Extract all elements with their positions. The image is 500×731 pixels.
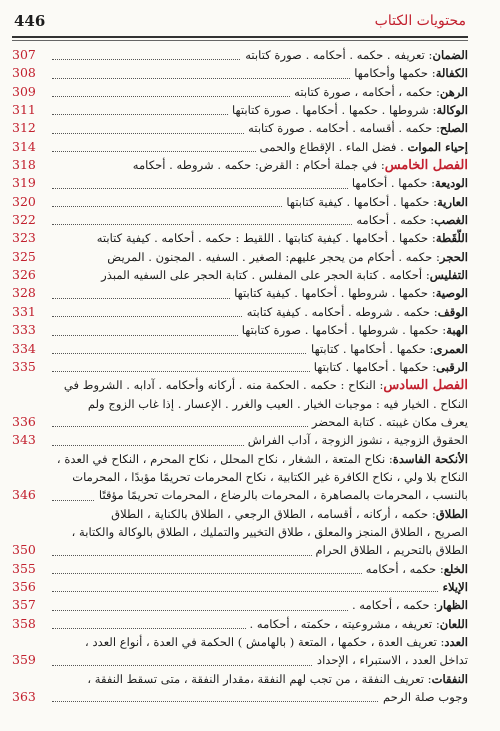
toc-entry-text: [52, 431, 468, 449]
section-description: : تعريفه ، مشروعيته ، حكمته ، أحكامه .: [249, 616, 440, 631]
toc-entry[interactable]: [12, 450, 468, 468]
toc-entry-line: [244, 121, 468, 135]
toc-entry-line: [53, 452, 468, 466]
toc-entry-text: [52, 138, 468, 156]
section-description: : حكمه ، أركانه ، أقسامه ، الطلاق الرجعي ، الطلاق بالكناية ، الطلاق: [111, 506, 436, 521]
section-description: : تعريف العدة ، حكمها ، المتعة ( بالهامش ) الحكمة في العدة ، أنواع العدد ،: [85, 635, 445, 649]
toc-entry-line: [230, 286, 468, 300]
toc-entry[interactable]: [12, 193, 468, 211]
toc-entry[interactable]: [12, 83, 468, 101]
toc-entry-line: [84, 397, 468, 411]
section-heading: الرهن: [439, 84, 468, 99]
toc-entry-line: [348, 598, 468, 612]
toc-entry[interactable]: [12, 229, 468, 247]
toc-entry-text: [52, 46, 468, 64]
toc-entry-line: [312, 543, 469, 557]
toc-entry[interactable]: [12, 321, 468, 339]
toc-entry-text: [52, 358, 468, 376]
section-description: يعرف مكان غيبته . كتابة المحضر: [311, 414, 468, 429]
section-description: : تعريفه . حكمه . أحكامه . صورة كتابته: [245, 48, 433, 62]
toc-entry-line: [350, 66, 468, 80]
section-heading: الهبة: [446, 323, 468, 338]
toc-page-number: 350: [12, 542, 36, 558]
toc-entry-line: [256, 140, 468, 154]
toc-entry-text: [52, 83, 468, 101]
toc-entry-text: [52, 486, 468, 504]
toc-entry[interactable]: [12, 340, 468, 358]
toc-entry-text: [52, 303, 468, 321]
toc-page-number: 335: [12, 358, 36, 374]
section-description: : حكمه . شروطه . أحكامه . كيفية كتابته: [246, 304, 438, 319]
toc-entry[interactable]: [12, 560, 468, 578]
section-description: : في جملة أحكام : القرض: حكمه . شروطه . أحكامه: [132, 158, 385, 173]
section-description: الطلاق بالتحريم ، الطلاق الحرام: [315, 543, 468, 558]
toc-page-number: 343: [12, 432, 36, 448]
toc-page-number: 356: [12, 578, 36, 594]
section-description: الصريح ، الطلاق المنجز والمعلق ، طلاق التخيير والتمليك ، الطلاق بالوكالة والكتابة ،: [71, 524, 468, 539]
toc-entry[interactable]: [12, 211, 468, 229]
toc-entry-text: [52, 119, 468, 137]
toc-entry-text: [52, 174, 468, 192]
section-description: : نكاح المتعة ، الشغار ، نكاح المحلل ، نكاح المحرم ، النكاح في العدة ،: [56, 451, 393, 466]
table-of-contents: [12, 46, 468, 706]
toc-entry[interactable]: [12, 266, 468, 284]
toc-entry[interactable]: [12, 303, 468, 321]
section-description: : حكمه ، أحكامه .: [351, 598, 438, 613]
toc-entry-line: [81, 635, 468, 649]
toc-page-number: 358: [12, 615, 36, 631]
toc-page-number: 309: [12, 83, 36, 99]
toc-entry-text: [52, 505, 468, 523]
toc-entry-line: [310, 360, 468, 374]
toc-entry-line: [307, 342, 468, 356]
toc-page-number: 307: [12, 47, 36, 62]
toc-entry-line: [93, 231, 468, 245]
chapter-heading: الفصل الخامس: [384, 158, 468, 174]
section-description: : حكمها . أحكامها . كتابتها: [311, 341, 434, 356]
toc-entry-text: [52, 156, 468, 175]
toc-entry-line: [244, 433, 468, 447]
toc-page-number: 320: [12, 193, 36, 209]
section-heading: الصلح: [439, 121, 468, 136]
toc-entry-line: [348, 176, 468, 190]
header-rule: [12, 36, 468, 38]
toc-entry[interactable]: [12, 248, 468, 266]
toc-page-number: 355: [12, 560, 36, 576]
toc-entry[interactable]: [12, 174, 468, 192]
toc-entry-text: [52, 578, 468, 596]
toc-page-number: 346: [12, 487, 36, 503]
section-heading: الوقف: [437, 304, 468, 319]
toc-entry[interactable]: [12, 541, 468, 559]
toc-entry-line: [238, 323, 468, 337]
toc-page-number: 336: [12, 413, 36, 429]
section-heading: الخلع: [443, 561, 468, 576]
toc-page-number: 357: [12, 597, 36, 613]
toc-entry[interactable]: [12, 156, 468, 174]
section-heading: الضمان: [432, 48, 468, 62]
toc-entry-text: [52, 395, 468, 413]
toc-entry-line: [97, 268, 468, 282]
section-description: : حكمه ، أحكامه ، صورة كتابته: [294, 84, 440, 99]
toc-entry-text: [52, 266, 468, 284]
section-heading: العارية: [437, 194, 468, 209]
toc-entry-text: [52, 523, 468, 541]
section-description: بالنسب ، المحرمات بالمصاهرة ، المحرمات بالرضاع ، المحرمات تحريمًا مؤقتًا: [98, 488, 468, 503]
toc-entry-line: [60, 378, 468, 392]
section-heading: الإيلاء: [442, 579, 468, 594]
toc-entry-text: [52, 688, 468, 706]
section-heading: الأنكحة الفاسدة: [392, 451, 468, 466]
toc-entry-line: [352, 213, 468, 227]
toc-page-number: 323: [12, 230, 36, 246]
section-description: : النكاح : حكمه . الحكمة منه . أركانه وأحكامه . آدابه . الشروط في: [63, 378, 384, 393]
section-heading: الوصية: [435, 286, 468, 301]
toc-entry[interactable]: [12, 431, 468, 449]
toc-entry-line: [103, 250, 468, 264]
section-description: : أحكامه . كتابة الحجر على المفلس . كتابة الحجر على السفيه المبذر: [101, 268, 430, 283]
toc-entry-text: [52, 193, 468, 211]
section-heading: الغصب: [434, 213, 468, 228]
toc-entry[interactable]: [12, 505, 468, 523]
toc-entry[interactable]: [12, 46, 468, 64]
section-description: . فضل الماء . الإقطاع والحمى: [259, 139, 408, 154]
toc-page-number: 318: [12, 157, 36, 173]
section-description: الحقوق الزوجية ، نشوز الزوجة ، آداب الفراش: [247, 433, 468, 448]
toc-page-number: 312: [12, 120, 36, 136]
toc-entry-line: [243, 305, 468, 319]
toc-entry-text: [52, 211, 468, 229]
toc-entry-line: [107, 507, 468, 521]
toc-entry[interactable]: [12, 64, 468, 82]
toc-page-number: 319: [12, 175, 36, 191]
section-description: : حكمها . شروطها . أحكامها . صورة كتابتها: [241, 323, 447, 338]
toc-page-number: 325: [12, 248, 36, 264]
toc-entry[interactable]: [12, 670, 468, 688]
toc-page-number: 314: [12, 138, 36, 154]
toc-entry-line: [241, 48, 468, 62]
toc-entry-text: [52, 229, 468, 247]
toc-entry[interactable]: [12, 651, 468, 669]
toc-entry-line: [439, 580, 468, 594]
toc-entry[interactable]: [12, 138, 468, 156]
toc-entry-text: [52, 413, 468, 431]
page-number: 446: [14, 12, 46, 30]
toc-entry-text: [52, 541, 468, 559]
section-description: : تعريف النفقة ، من تجب لهم النفقة ،مقدار النفقة ، متى تسقط النفقة ،: [87, 671, 432, 686]
toc-entry-line: [83, 672, 468, 686]
section-heading: النفقات: [431, 671, 468, 686]
section-description: : حكمه . أقسامه . أحكامه . صورة كتابته: [248, 121, 440, 136]
toc-page-number: 359: [12, 652, 36, 668]
toc-entry-line: [313, 653, 468, 667]
section-description: : حكمها . شروطها . أحكامها . كيفية كتابتها: [234, 286, 436, 301]
section-description: النكاح . الخيار فيه : موجبات الخيار . العيب والغرر . الإعسار . إذا غاب الزوج ولم: [87, 396, 468, 411]
section-heading: التفليس: [429, 268, 468, 283]
toc-entry[interactable]: [12, 615, 468, 633]
running-title: محتويات الكتاب: [374, 13, 466, 29]
toc-entry[interactable]: [12, 376, 468, 394]
section-description: : حكمها وأحكامها: [354, 66, 436, 81]
section-description: : حكمها . أحكامها: [351, 176, 436, 191]
chapter-heading: الفصل السادس: [383, 378, 468, 394]
toc-entry-line: [290, 85, 468, 99]
toc-entry-text: [52, 284, 468, 302]
section-heading: إحياء الموات: [407, 139, 468, 154]
toc-entry-text: [52, 468, 468, 486]
toc-entry-line: [308, 415, 468, 429]
toc-entry-text: [52, 450, 468, 468]
toc-page-number: 328: [12, 285, 36, 301]
toc-page-number: 333: [12, 322, 36, 338]
toc-entry[interactable]: [12, 688, 468, 706]
toc-entry-text: [52, 670, 468, 688]
toc-entry-line: [129, 158, 468, 172]
toc-entry-text: [52, 248, 468, 266]
toc-entry-text: [52, 651, 468, 669]
toc-page-number: 363: [12, 689, 36, 705]
toc-entry-text: [52, 596, 468, 614]
toc-entry-line: [68, 470, 468, 484]
toc-entry[interactable]: [12, 101, 468, 119]
section-description: : حكمه ، أحكامه: [365, 561, 444, 576]
section-description: : حكمه . أحكام من يحجر عليهم: الصغير . السفيه . المجنون . المريض: [107, 249, 440, 264]
toc-page-number: 331: [12, 303, 36, 319]
toc-entry-line: [282, 195, 468, 209]
toc-entry[interactable]: [12, 633, 468, 651]
section-heading: الظهار: [437, 598, 468, 613]
toc-entry[interactable]: [12, 413, 468, 431]
section-description: تداخل العدد ، الاستبراء ، الإحداد: [316, 653, 468, 668]
header-rule-thin: [12, 40, 468, 41]
toc-entry-text: [52, 321, 468, 339]
section-heading: الحجر: [439, 249, 468, 264]
toc-page-number: 326: [12, 267, 36, 283]
toc-entry[interactable]: [12, 395, 468, 413]
section-heading: اللُّقَطة: [435, 231, 468, 246]
section-description: : حكمه . أحكامه: [356, 213, 435, 228]
toc-entry[interactable]: [12, 358, 468, 376]
toc-entry-line: [228, 103, 468, 117]
section-description: : حكمها . أحكامها . كيفية كتابتها . اللقيط : حكمه . أحكامه . كيفية كتابته: [96, 231, 436, 246]
toc-entry-text: [52, 340, 468, 358]
toc-entry[interactable]: [12, 284, 468, 302]
section-heading: اللعان: [439, 616, 468, 631]
toc-entry-text: [52, 615, 468, 633]
section-description: : حكمها . أحكامها . كتابتها: [313, 359, 437, 374]
toc-entry-line: [246, 617, 468, 631]
toc-entry-text: [52, 376, 468, 395]
toc-entry-line: [68, 525, 468, 539]
toc-entry[interactable]: [12, 468, 468, 486]
section-heading: العمرى: [433, 341, 468, 356]
toc-entry-text: [52, 633, 468, 651]
toc-entry[interactable]: [12, 578, 468, 596]
section-heading: الكفالة: [435, 66, 468, 81]
toc-entry-line: [379, 690, 468, 704]
toc-entry-text: [52, 64, 468, 82]
toc-entry-text: [52, 560, 468, 578]
toc-page-number: 322: [12, 212, 36, 228]
toc-entry[interactable]: [12, 119, 468, 137]
section-heading: العدد: [444, 635, 468, 649]
toc-entry[interactable]: [12, 486, 468, 504]
section-heading: الطلاق: [435, 506, 468, 521]
toc-entry-line: [95, 488, 468, 502]
toc-entry-line: [362, 562, 468, 576]
toc-entry[interactable]: [12, 523, 468, 541]
section-heading: الوكالة: [436, 103, 468, 118]
toc-entry[interactable]: [12, 596, 468, 614]
toc-page-number: 308: [12, 65, 36, 81]
section-description: النكاح بلا ولي ، نكاح الكافرة غير الكتابية ، نكاح المحرمات تحريمًا مؤبدًا ، المحرمات: [72, 469, 468, 484]
section-description: : شروطها . حكمها . أحكامها . صورة كتابتها: [231, 103, 437, 118]
toc-page-number: 334: [12, 340, 36, 356]
section-heading: الرقبى: [436, 359, 468, 374]
toc-page-number: 311: [12, 102, 36, 118]
section-description: : حكمها . أحكامها . كيفية كتابتها: [286, 194, 438, 209]
section-description: وجوب صلة الرحم: [383, 690, 468, 705]
toc-entry-text: [52, 101, 468, 119]
section-heading: الوديعة: [435, 176, 468, 191]
